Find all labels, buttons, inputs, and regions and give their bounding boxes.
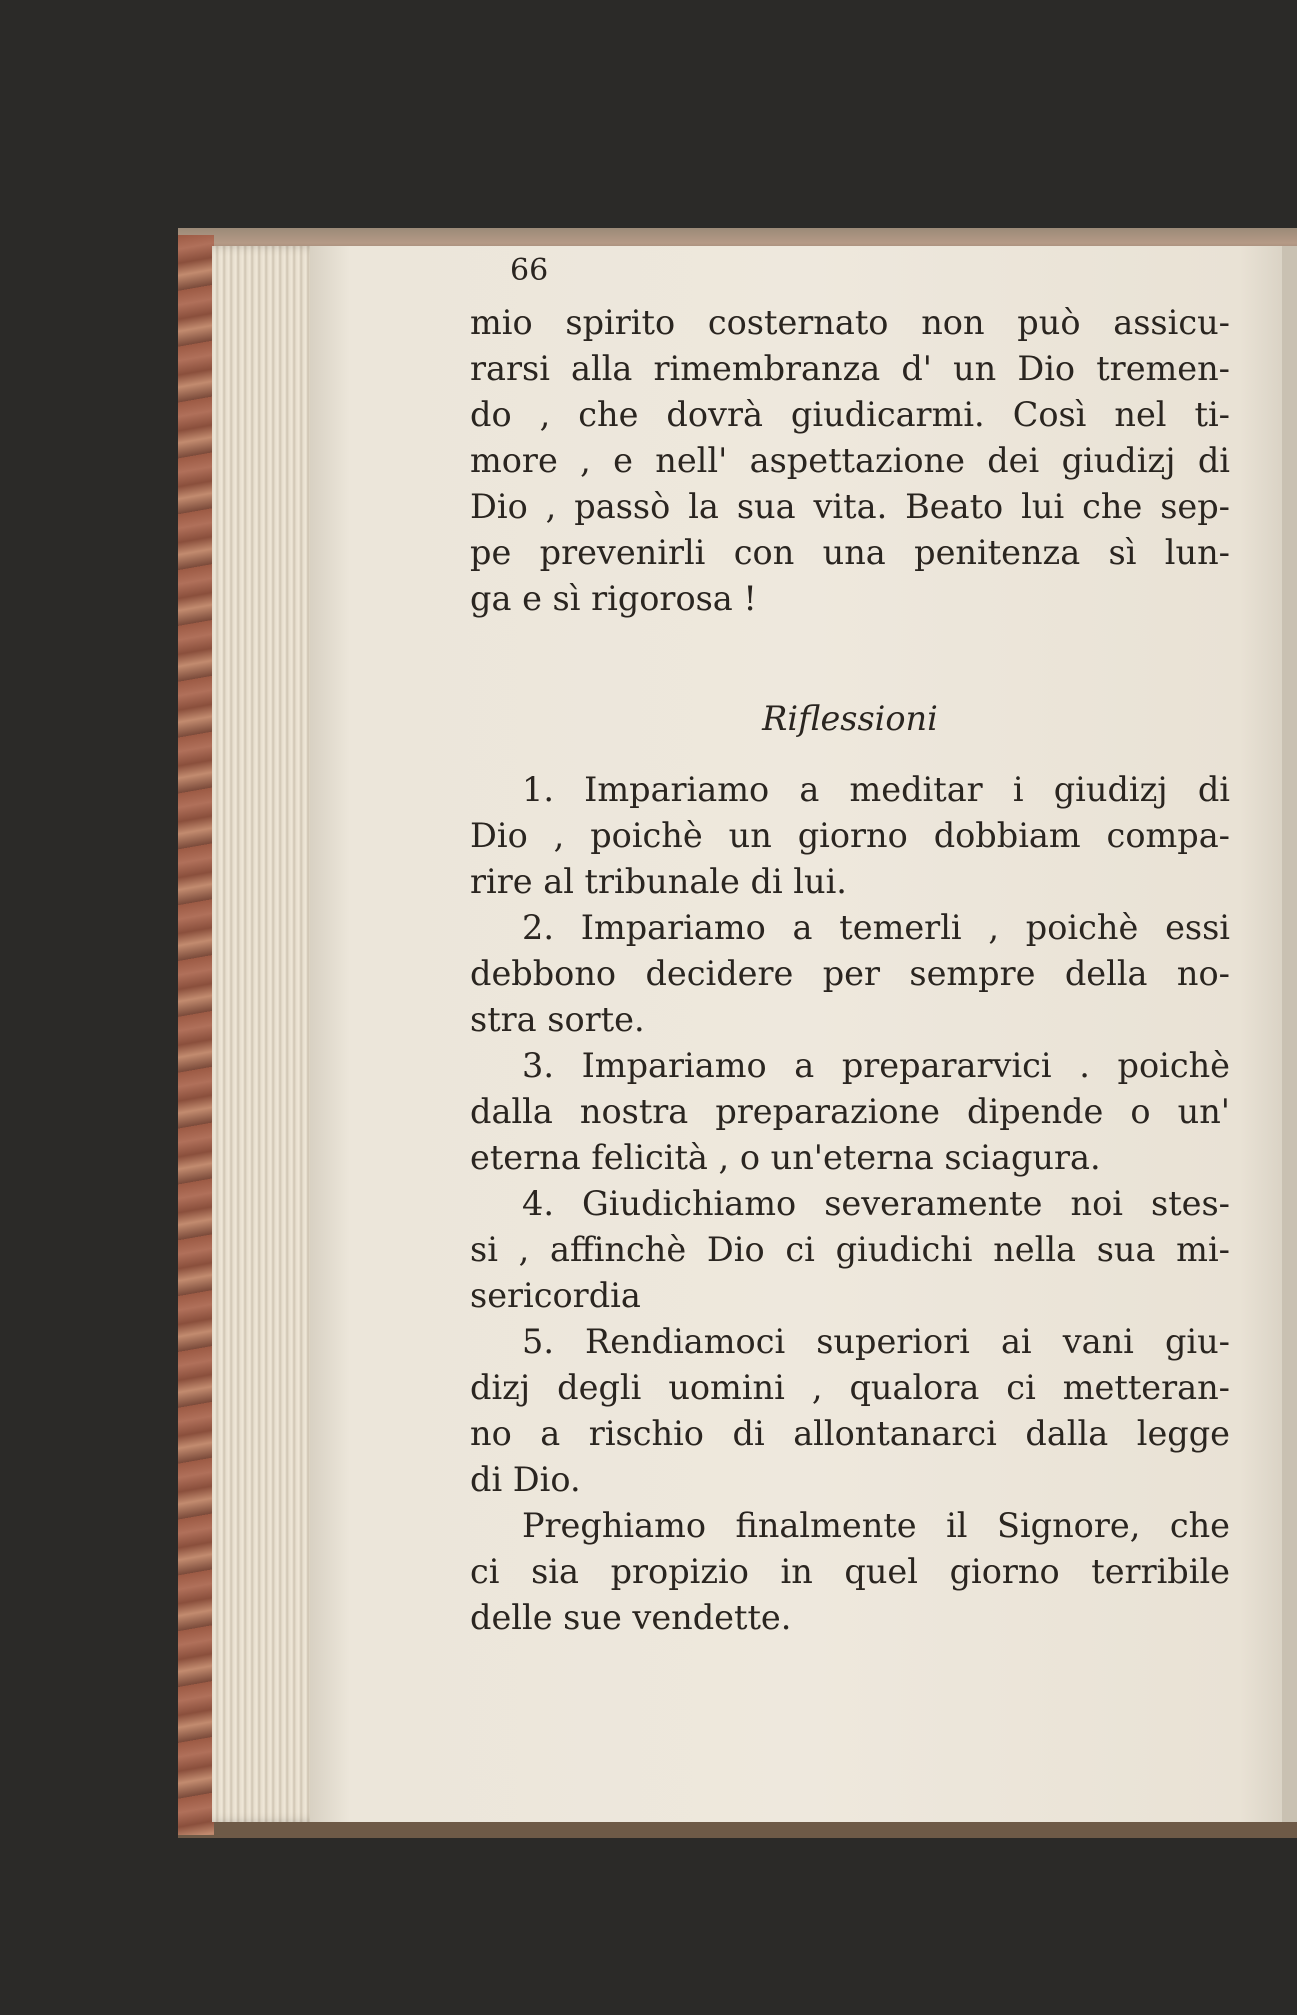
text-line: stra sorte. — [470, 1000, 645, 1039]
text-line: delle sue vendette. — [470, 1598, 792, 1637]
paragraph-2 — [470, 767, 1230, 1641]
text-line: do , che dovrà giudicarmi. Così nel ti- — [470, 395, 1230, 434]
page-number: 66 — [510, 253, 549, 288]
text-line: si , affinchè Dio ci giudichi nella sua mi- — [470, 1230, 1230, 1269]
text-line: 3. Impariamo a prepararvici . poichè — [522, 1046, 1230, 1085]
text-line: rarsi alla rimembranza d' un Dio tremen- — [470, 349, 1230, 388]
section-heading: Riflessioni — [762, 699, 938, 738]
text-line: no a rischio di allontanarci dalla legge — [470, 1414, 1230, 1453]
text-line: Dio , poichè un giorno dobbiam compa- — [470, 816, 1230, 855]
text-line: pe prevenirli con una penitenza sì lun- — [470, 533, 1230, 572]
text-line: mio spirito costernato non può assicu- — [470, 303, 1230, 342]
text-line: eterna felicità , o un'eterna sciagura. — [470, 1138, 1101, 1177]
text-line: 5. Rendiamoci superiori ai vani giu- — [522, 1322, 1230, 1361]
text-line: ga e sì rigorosa ! — [470, 579, 757, 618]
text-line: Preghiamo finalmente il Signore, che — [522, 1506, 1230, 1545]
text-line: Dio , passò la sua vita. Beato lui che sep- — [470, 487, 1230, 526]
text-line: more , e nell' aspettazione dei giudizj di — [470, 441, 1230, 480]
text-line: 2. Impariamo a temerli , poichè essi — [522, 908, 1230, 947]
text-line: debbono decidere per sempre della no- — [470, 954, 1230, 993]
heading-block — [470, 696, 1230, 742]
text-line: di Dio. — [470, 1460, 581, 1499]
marbled-cover — [178, 235, 214, 1835]
page-stack — [212, 246, 322, 1822]
paragraph-1 — [470, 300, 1230, 622]
text-line: sericordia — [470, 1276, 641, 1315]
text-line: rire al tribunale di lui. — [470, 862, 847, 901]
page-right-edge — [1282, 246, 1297, 1822]
text-line: dalla nostra preparazione dipende o un' — [470, 1092, 1230, 1131]
text-line: 1. Impariamo a meditar i giudizj di — [522, 770, 1230, 809]
text-line: 4. Giudichiamo severamente noi stes- — [522, 1184, 1230, 1223]
text-line: ci sia propizio in quel giorno terribile — [470, 1552, 1230, 1591]
text-line: dizj degli uomini , qualora ci metteran- — [470, 1368, 1230, 1407]
